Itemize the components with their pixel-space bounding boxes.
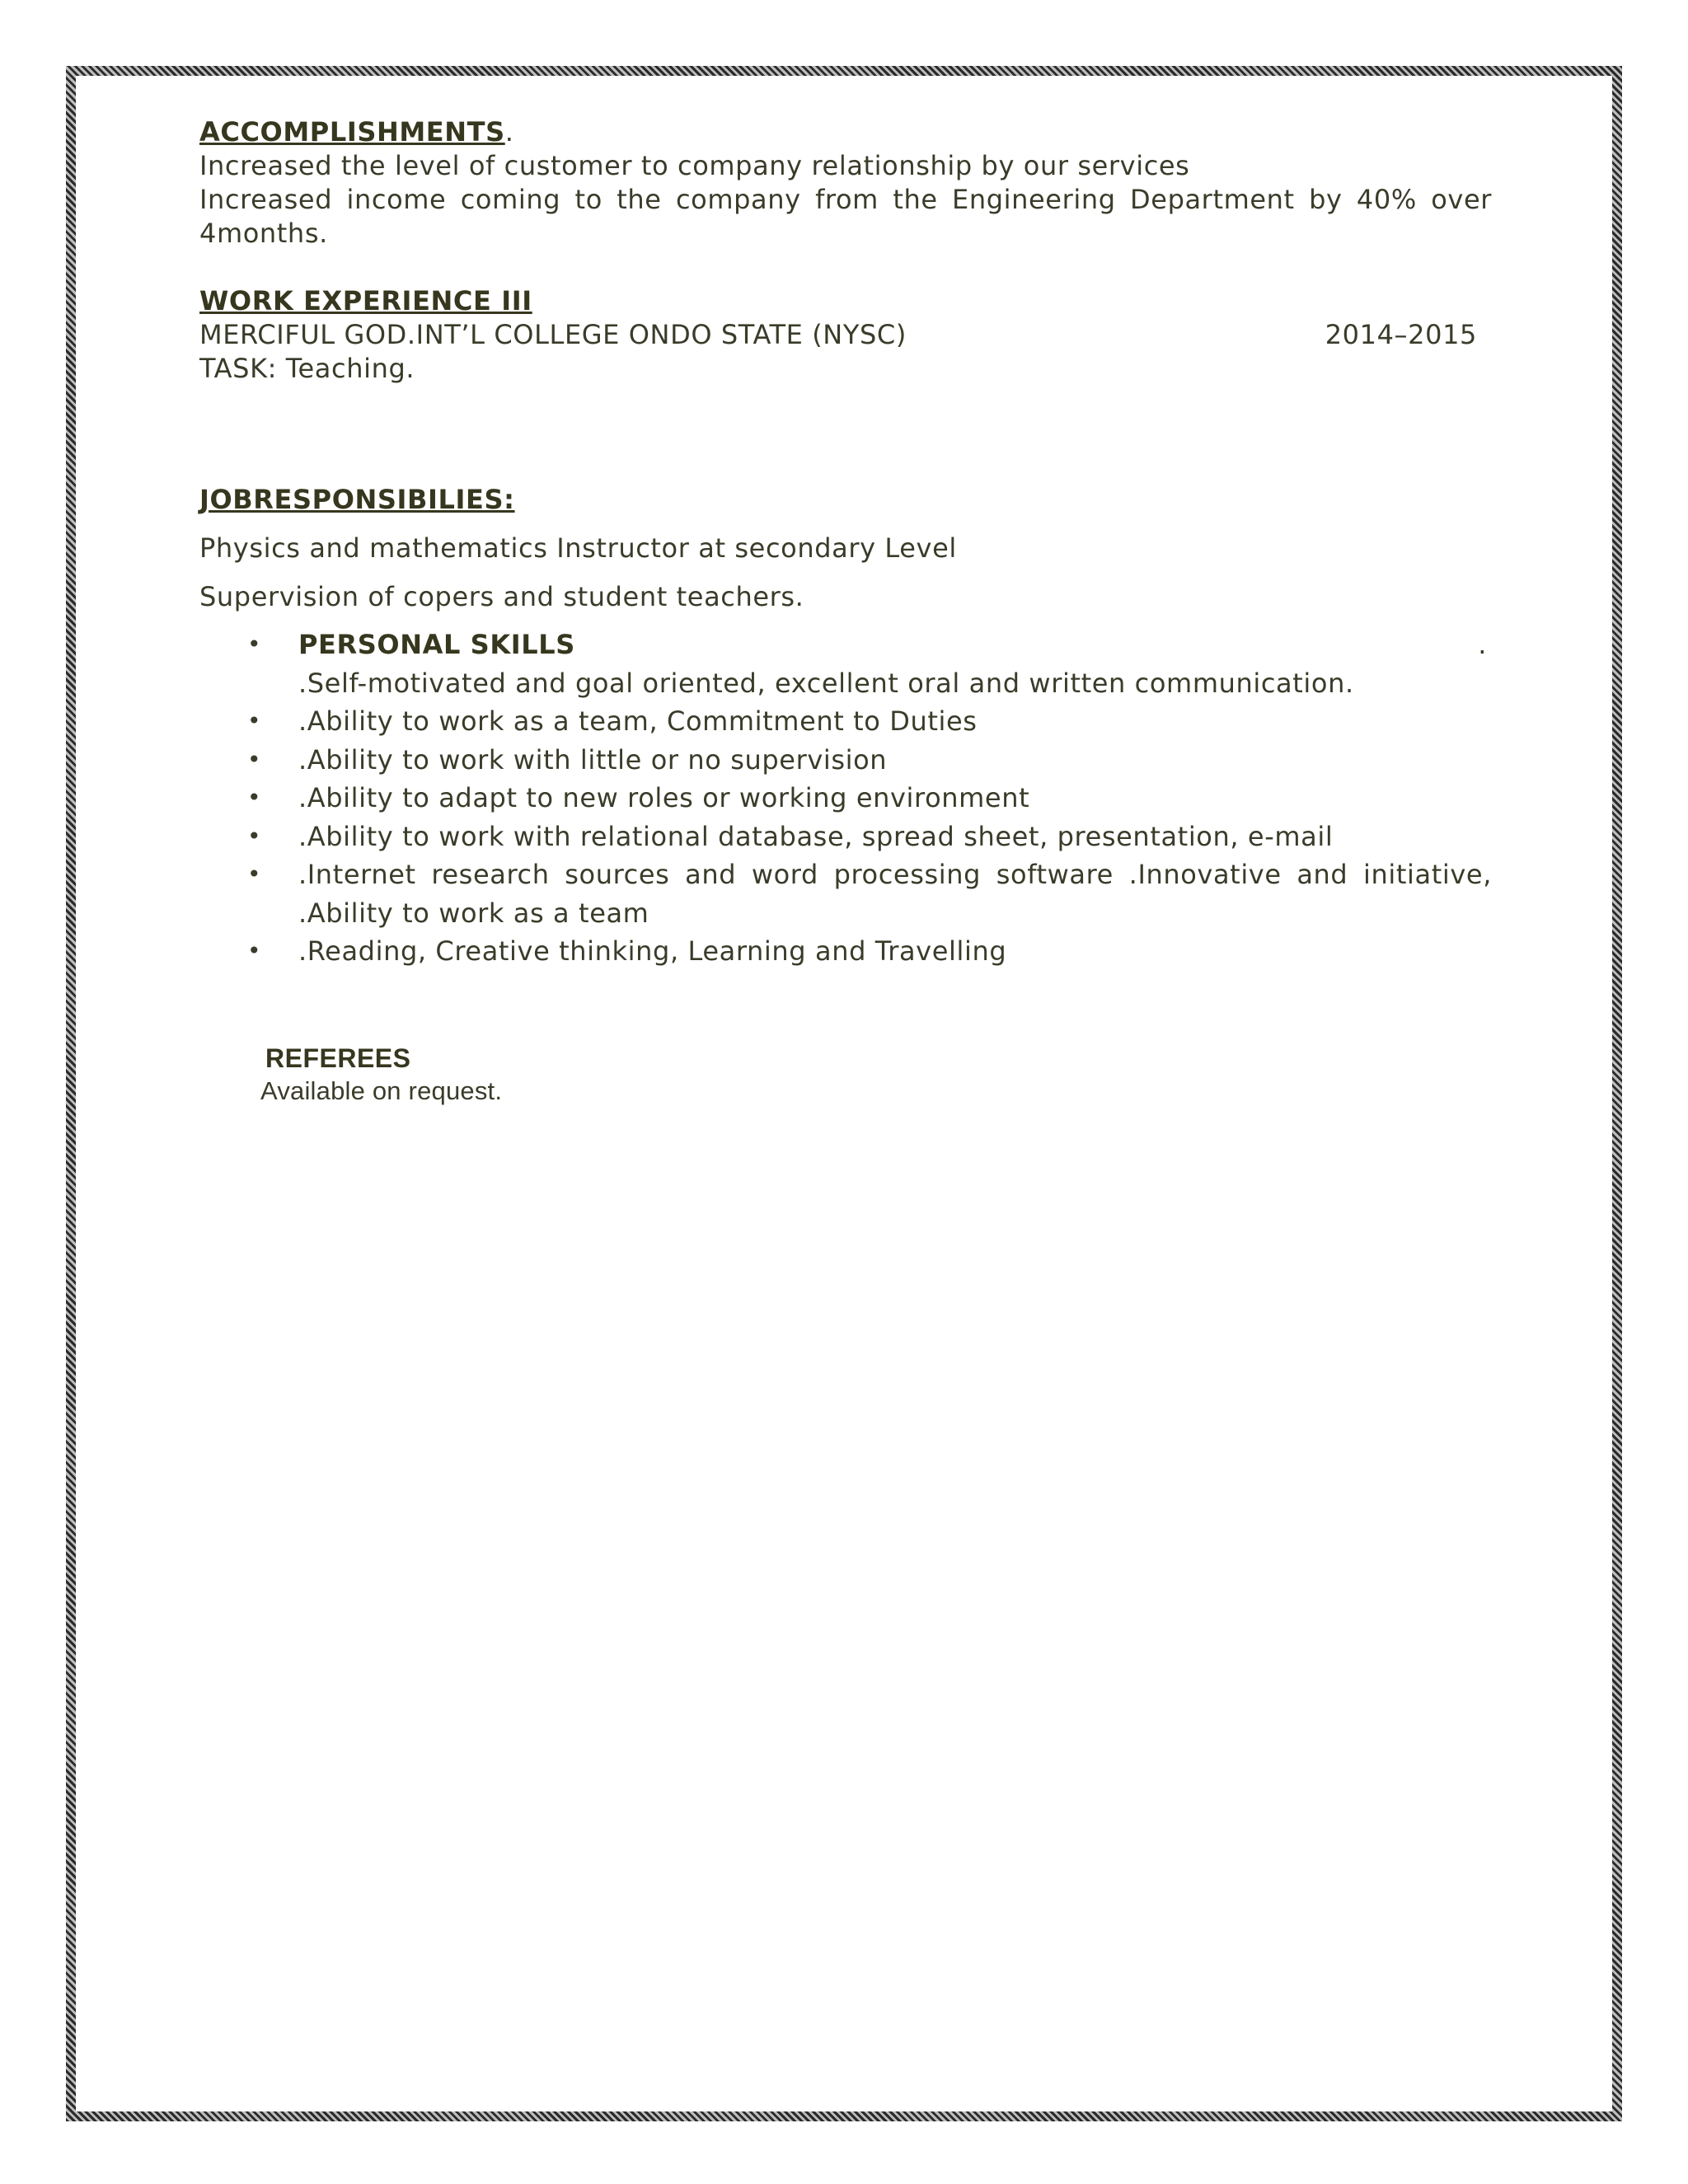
skill-item: [199, 702, 1492, 741]
responsibility-item: Supervision of copers and student teachers.: [199, 581, 804, 612]
skill-item: [199, 741, 1492, 780]
skill-item-text: .Reading, Creative thinking, Learning and Travelling: [298, 935, 1007, 967]
bullet-icon: •: [247, 707, 262, 734]
bullet-icon: •: [247, 745, 262, 773]
bullet-icon: •: [247, 860, 262, 888]
accomplishments-section: [199, 115, 1492, 251]
skill-item-text: .Ability to work with little or no supervision: [298, 743, 888, 776]
accomplishment-line-1: Increased the level of customer to company relationship by our services: [199, 150, 1190, 181]
bullet-icon: •: [247, 822, 262, 850]
personal-skills-title-row: [199, 626, 1492, 664]
personal-skills-list: [199, 626, 1492, 971]
responsibility-item: Physics and mathematics Instructor at secondary Level: [199, 532, 957, 564]
skill-item: [199, 779, 1492, 818]
work-experience-section: [199, 284, 1492, 386]
skill-item-text: .Self-motivated and goal oriented, excellent oral and written communication.: [298, 667, 1354, 699]
skill-item-text: .Ability to work with relational database, spread sheet, presentation, e-mail: [298, 820, 1334, 852]
accomplishments-heading: ACCOMPLISHMENTS: [199, 116, 505, 148]
referees-text: Available on request.: [260, 1076, 503, 1105]
accomplishment-line-2: Increased income coming to the company from the Engineering Department by 40% over 4months.: [199, 184, 1492, 249]
skill-item: [199, 664, 1492, 703]
job-responsibilities-section: [199, 483, 1492, 614]
skill-item: [199, 855, 1492, 932]
skill-item: [199, 818, 1492, 856]
work-experience-heading: WORK EXPERIENCE III: [199, 285, 532, 316]
employer-name: MERCIFUL GOD.INT’L COLLEGE ONDO STATE (NYSC): [199, 319, 907, 350]
bullet-icon: •: [247, 937, 262, 964]
employer-row: [199, 318, 1492, 352]
task-line: TASK: Teaching.: [199, 353, 415, 384]
job-responsibilities-heading: JOBRESPONSIBILIES:: [199, 484, 515, 515]
skill-item-text: .Ability to work as a team, Commitment to Duties: [298, 705, 978, 737]
referees-section: [199, 1042, 1492, 1108]
referees-heading: REFEREES: [265, 1043, 411, 1073]
personal-skills-title: PERSONAL SKILLS: [298, 629, 575, 660]
skill-item: [199, 932, 1492, 971]
bullet-icon: •: [247, 630, 262, 658]
personal-skills-trailing-dot: .: [1478, 629, 1487, 660]
skill-item-text: .Internet research sources and word processing software .Innovative and initiative, .Ability to work as a team: [298, 859, 1492, 929]
employment-period: 2014–2015: [1325, 319, 1477, 350]
accomplishments-heading-dot: .: [504, 116, 514, 148]
skill-item-text: .Ability to adapt to new roles or working environment: [298, 782, 1030, 813]
bullet-icon: •: [247, 784, 262, 811]
resume-content: [199, 115, 1492, 1108]
